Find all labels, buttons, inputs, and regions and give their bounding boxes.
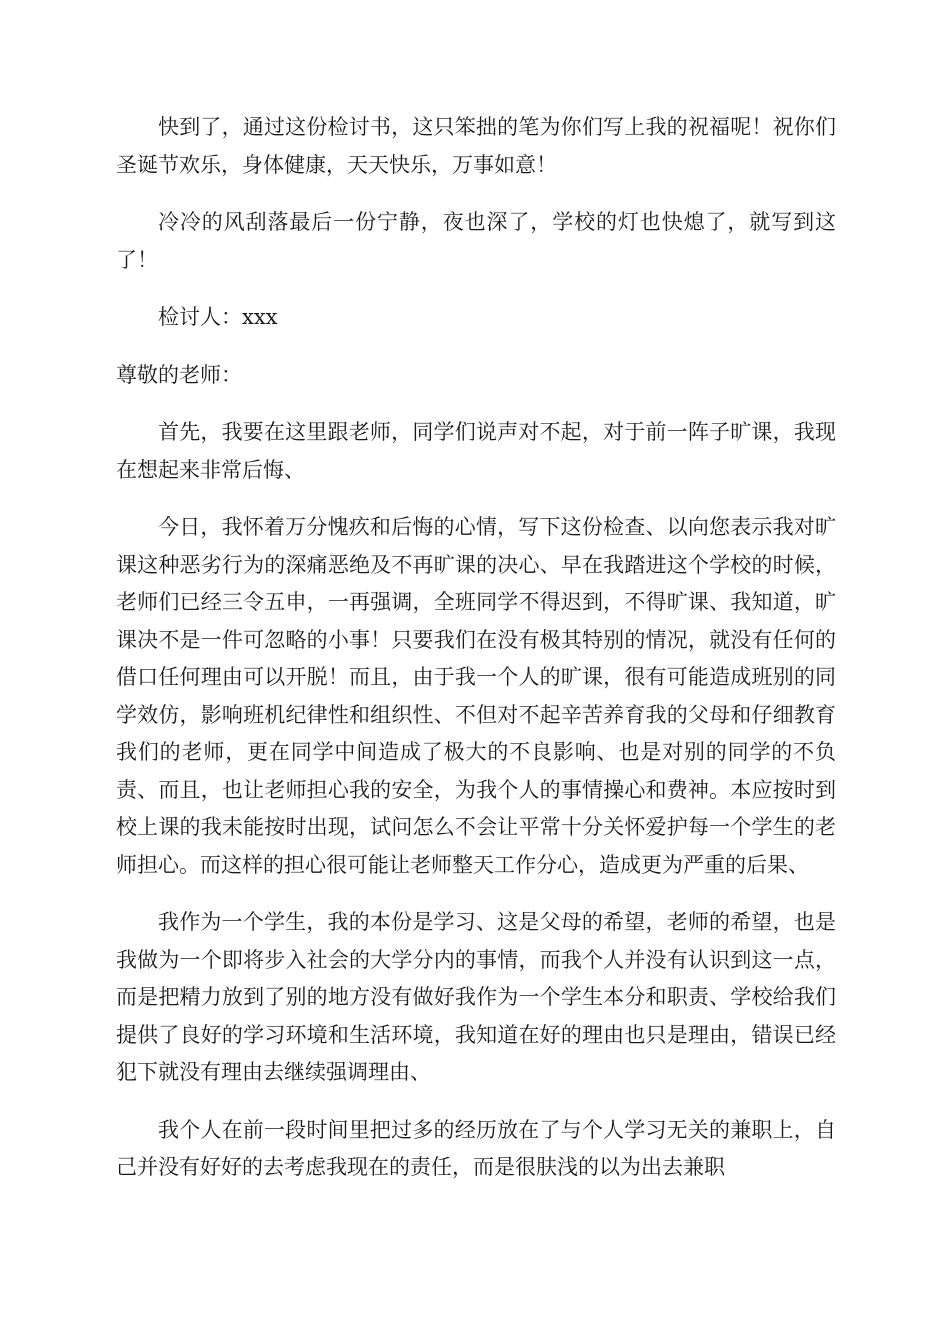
salutation: 尊敬的老师： xyxy=(116,362,242,387)
signature-line: 检讨人：xxx xyxy=(158,305,278,329)
paragraph-blessing: 快到了，通过这份检讨书，这只笨拙的笔为你们写上我的祝福呢！祝你们圣诞节欢乐，身体健康，天天快乐，万事如意！ xyxy=(116,115,836,177)
paragraph-responsibility: 我作为一个学生，我的本份是学习、这是父母的希望，老师的希望，也是我做为一个即将步入社会的大学分内的事情，而我个人并没有认识到这一点，而是把精力放到了别的地方没有做好我作为一个学生本分和职责、学校给我们提供了良好的学习环境和生活环境，我知道在好的理由也只是理由，错误已经犯下就没有理由去继续强调理由、 xyxy=(116,910,836,1084)
paragraph-parttime: 我个人在前一段时间里把过多的经历放在了与个人学习无关的兼职上，自己并没有好好的去考虑我现在的责任，而是很肤浅的以为出去兼职 xyxy=(116,1117,836,1179)
paragraph-apology: 首先，我要在这里跟老师，同学们说声对不起，对于前一阵子旷课，我现在想起来非常后悔、 xyxy=(116,420,836,482)
document-body xyxy=(116,109,836,1207)
paragraph-closing: 冷冷的风刮落最后一份宁静，夜也深了，学校的灯也快熄了，就写到这了！ xyxy=(116,210,836,272)
paragraph-reflection: 今日，我怀着万分愧疚和后悔的心情，写下这份检查、以向您表示我对旷课这种恶劣行为的深痛恶绝及不再旷课的决心、早在我踏进这个学校的时候，老师们已经三令五申，一再强调，全班同学不得迟到，不得旷课、我知道，旷课决不是一件可忽略的小事！只要我们在没有极其特别的情况，就没有任何的借口任何理由可以开脱！而且，由于我一个人的旷课，很有可能造成班别的同学效仿，影响班机纪律性和组织性、不但对不起辛苦养育我的父母和仔细教育我们的老师，更在同学中间造成了极大的不良影响、也是对别的同学的不负责、而且，也让老师担心我的安全，为我个人的事情操心和费神。本应按时到校上课的我未能按时出现，试问怎么不会让平常十分关怀爱护每一个学生的老师担心。而这样的担心很可能让老师整天工作分心，造成更为严重的后果、 xyxy=(116,515,836,877)
